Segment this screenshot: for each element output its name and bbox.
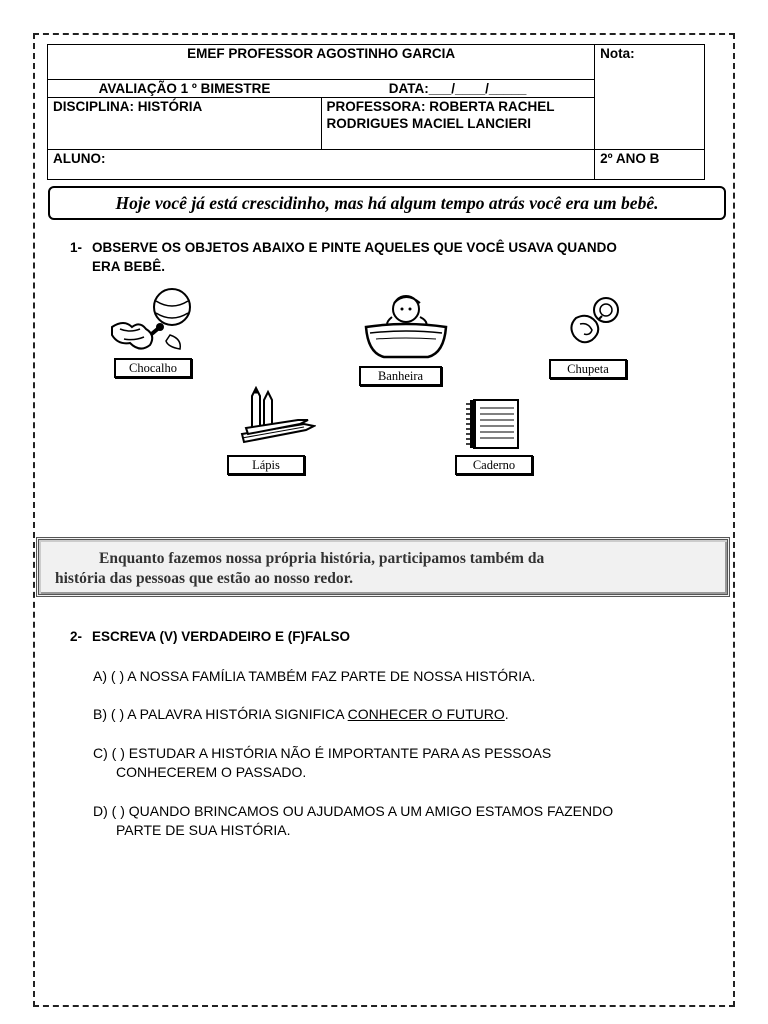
student-name-field[interactable] [48,150,595,180]
bathtub-icon[interactable] [362,291,450,363]
label-lapis: Lápis [227,455,305,475]
teacher-label: PROFESSORA: ROBERTA RACHEL RODRIGUES MACIEL LANCIERI [321,98,595,150]
option-b[interactable] [93,705,509,724]
option-c-line-1: C) ( ) ESTUDAR A HISTÓRIA NÃO É IMPORTANTE PARA AS PESSOAS [93,745,552,761]
option-c[interactable] [93,744,551,782]
option-a[interactable] [93,667,535,686]
option-d[interactable] [93,802,613,840]
header-table [47,44,705,180]
reflection-line-2: história das pessoas que estão ao nosso redor. [55,570,353,587]
school-name: EMEF PROFESSOR AGOSTINHO GARCIA [48,45,595,80]
question-1 [70,239,710,279]
option-d-line-2: PARTE DE SUA HISTÓRIA. [116,822,291,838]
question-2 [70,628,710,648]
option-a-text: A) ( ) A NOSSA FAMÍLIA TAMBÉM FAZ PARTE DE NOSSA HISTÓRIA. [93,668,536,684]
student-label: ALUNO: [53,151,106,166]
notebook-icon[interactable] [460,398,522,450]
question-1-line-1: OBSERVE OS OBJETOS ABAIXO E PINTE AQUELES QUE VOCÊ USAVA QUANDO [92,240,617,255]
option-b-underlined: CONHECER O FUTURO [347,706,505,722]
nota-box [595,45,705,150]
evaluation-label: AVALIAÇÃO 1 º BIMESTRE [48,80,322,98]
nota-label: Nota: [600,46,635,61]
rattle-icon[interactable] [110,283,210,355]
discipline-label: DISCIPLINA: HISTÓRIA [48,98,322,150]
option-b-suffix: . [504,706,509,722]
intro-banner: Hoje você já está crescidinho, mas há algum tempo atrás você era um bebê. [48,186,726,220]
question-1-line-2: ERA BEBÊ. [92,259,166,274]
reflection-line-1: Enquanto fazemos nossa própria história, participamos também da [99,550,545,567]
reflection-banner [36,537,730,597]
option-c-line-2: CONHECEREM O PASSADO. [116,764,307,780]
question-1-number: 1- [70,240,83,255]
grade-label: 2º ANO B [595,150,705,180]
option-b-text: B) ( ) A PALAVRA HISTÓRIA SIGNIFICA [93,706,348,722]
question-2-title: ESCREVA (V) VERDADEIRO E (F)FALSO [92,629,351,644]
pencils-icon[interactable] [238,386,316,448]
date-field[interactable]: DATA:___/____/_____ [321,80,595,98]
label-chupeta: Chupeta [549,359,627,379]
label-chocalho: Chocalho [114,358,192,378]
question-2-number: 2- [70,629,83,644]
pacifier-icon[interactable] [568,294,624,352]
label-banheira: Banheira [359,366,442,386]
option-d-line-1: D) ( ) QUANDO BRINCAMOS OU AJUDAMOS A UM AMIGO ESTAMOS FAZENDO [93,803,614,819]
label-caderno: Caderno [455,455,533,475]
